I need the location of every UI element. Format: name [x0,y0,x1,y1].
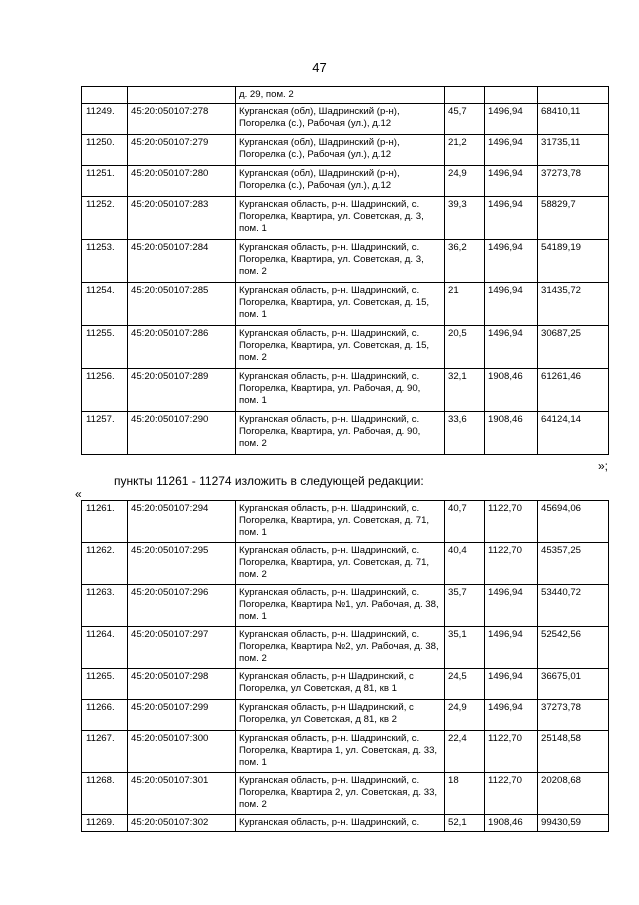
item-number-cell: 11262. [82,543,128,585]
table-row [82,240,609,283]
cadastral-number-cell: 45:20:050107:302 [128,815,236,832]
table-row [82,815,609,832]
cost-cell: 53440,72 [538,585,609,627]
property-table-top [81,86,609,455]
item-number-cell: 11251. [82,166,128,197]
address-cell: Курганская область, р-н. Шадринский, с. [236,815,445,832]
item-number-cell: 11263. [82,585,128,627]
cadastral-number-cell: 45:20:050107:296 [128,585,236,627]
address-cell: Курганская область, р-н. Шадринский, с. Погорелка, Квартира, ул. Советская, д. 71, пом. 2 [236,543,445,585]
area-cell: 24,9 [445,700,485,731]
rate-cell: 1496,94 [485,669,538,700]
cadastral-number-cell: 45:20:050107:283 [128,197,236,240]
address-cell: Курганская область, р-н. Шадринский, с. Погорелка, Квартира, ул. Рабочая, д. 90, пом. 1 [236,369,445,412]
table-row [82,283,609,326]
amendment-instruction: пункты 11261 - 11274 изложить в следующей редакции: [114,474,424,488]
rate-cell: 1496,94 [485,326,538,369]
item-number-cell: 11250. [82,135,128,166]
cost-cell: 61261,46 [538,369,609,412]
item-number-cell: 11269. [82,815,128,832]
closing-quote: »; [597,459,608,473]
rate-cell: 1908,46 [485,815,538,832]
cost-cell: 36675,01 [538,669,609,700]
cost-cell: 99430,59 [538,815,609,832]
opening-quote: « [75,487,82,501]
item-number-cell: 11268. [82,773,128,815]
table-row [82,585,609,627]
area-cell: 21,2 [445,135,485,166]
cost-cell: 31435,72 [538,283,609,326]
area-cell: 24,9 [445,166,485,197]
item-number-cell: 11267. [82,731,128,773]
cost-cell: 52542,56 [538,627,609,669]
area-cell [445,87,485,104]
rate-cell: 1496,94 [485,166,538,197]
rate-cell: 1496,94 [485,135,538,166]
cadastral-number-cell: 45:20:050107:298 [128,669,236,700]
cadastral-number-cell [128,87,236,104]
cadastral-number-cell: 45:20:050107:284 [128,240,236,283]
table-row [82,731,609,773]
rate-cell: 1496,94 [485,197,538,240]
cadastral-number-cell: 45:20:050107:290 [128,412,236,455]
item-number-cell: 11252. [82,197,128,240]
cadastral-number-cell: 45:20:050107:297 [128,627,236,669]
cost-cell: 25148,58 [538,731,609,773]
cost-cell: 58829,7 [538,197,609,240]
cost-cell: 54189,19 [538,240,609,283]
cost-cell: 20208,68 [538,773,609,815]
area-cell: 45,7 [445,104,485,135]
rate-cell [485,87,538,104]
area-cell: 39,3 [445,197,485,240]
table-row [82,627,609,669]
table-row [82,412,609,455]
table-row [82,501,609,543]
cadastral-number-cell: 45:20:050107:285 [128,283,236,326]
area-cell: 35,7 [445,585,485,627]
area-cell: 52,1 [445,815,485,832]
table-row [82,773,609,815]
cadastral-number-cell: 45:20:050107:301 [128,773,236,815]
rate-cell: 1908,46 [485,369,538,412]
area-cell: 35,1 [445,627,485,669]
item-number-cell: 11249. [82,104,128,135]
rate-cell: 1122,70 [485,543,538,585]
rate-cell: 1496,94 [485,627,538,669]
rate-cell: 1496,94 [485,700,538,731]
address-cell: Курганская область, р-н. Шадринский, с. Погорелка, Квартира №2, ул. Рабочая, д. 38, пом. 2 [236,627,445,669]
area-cell: 36,2 [445,240,485,283]
cost-cell [538,87,609,104]
address-cell: Курганская область, р-н. Шадринский, с. Погорелка, Квартира, ул. Советская, д. 3, пом. 2 [236,240,445,283]
table-row [82,197,609,240]
cadastral-number-cell: 45:20:050107:286 [128,326,236,369]
cadastral-number-cell: 45:20:050107:289 [128,369,236,412]
cost-cell: 45694,06 [538,501,609,543]
address-cell: Курганская область, р-н. Шадринский, с. Погорелка, Квартира 2, ул. Советская, д. 33, пом. 2 [236,773,445,815]
item-number-cell: 11255. [82,326,128,369]
item-number-cell: 11254. [82,283,128,326]
cost-cell: 64124,14 [538,412,609,455]
address-cell: д. 29, пом. 2 [236,87,445,104]
address-cell: Курганская область, р-н. Шадринский, с. Погорелка, Квартира, ул. Советская, д. 3, пом. 1 [236,197,445,240]
property-table-bottom [81,500,609,832]
area-cell: 33,6 [445,412,485,455]
table-row [82,369,609,412]
item-number-cell: 11264. [82,627,128,669]
rate-cell: 1496,94 [485,585,538,627]
address-cell: Курганская область, р-н. Шадринский, с. Погорелка, Квартира, ул. Советская, д. 71, пом. 1 [236,501,445,543]
cadastral-number-cell: 45:20:050107:280 [128,166,236,197]
address-cell: Курганская область, р-н Шадринский, с Погорелка, ул Советская, д 81, кв 1 [236,669,445,700]
address-cell: Курганская область, р-н. Шадринский, с. Погорелка, Квартира, ул. Рабочая, д. 90, пом. 2 [236,412,445,455]
cost-cell: 37273,78 [538,700,609,731]
table-row [82,669,609,700]
cadastral-number-cell: 45:20:050107:294 [128,501,236,543]
page-number: 47 [312,60,327,75]
cost-cell: 30687,25 [538,326,609,369]
cadastral-number-cell: 45:20:050107:299 [128,700,236,731]
area-cell: 24,5 [445,669,485,700]
cost-cell: 68410,11 [538,104,609,135]
rate-cell: 1496,94 [485,240,538,283]
rate-cell: 1122,70 [485,501,538,543]
table-row [82,135,609,166]
item-number-cell: 11265. [82,669,128,700]
address-cell: Курганская область, р-н. Шадринский, с. Погорелка, Квартира 1, ул. Советская, д. 33, пом. 1 [236,731,445,773]
rate-cell: 1908,46 [485,412,538,455]
item-number-cell: 11257. [82,412,128,455]
area-cell: 40,7 [445,501,485,543]
item-number-cell: 11253. [82,240,128,283]
address-cell: Курганская (обл), Шадринский (р-н), Погорелка (с.), Рабочая (ул.), д.12 [236,135,445,166]
item-number-cell: 11256. [82,369,128,412]
address-cell: Курганская (обл), Шадринский (р-н), Погорелка (с.), Рабочая (ул.), д.12 [236,104,445,135]
cost-cell: 45357,25 [538,543,609,585]
address-cell: Курганская (обл), Шадринский (р-н), Погорелка (с.), Рабочая (ул.), д.12 [236,166,445,197]
area-cell: 20,5 [445,326,485,369]
address-cell: Курганская область, р-н. Шадринский, с. Погорелка, Квартира, ул. Советская, д. 15, пом. 2 [236,326,445,369]
table-row [82,326,609,369]
cadastral-number-cell: 45:20:050107:278 [128,104,236,135]
item-number-cell [82,87,128,104]
address-cell: Курганская область, р-н. Шадринский, с. Погорелка, Квартира №1, ул. Рабочая, д. 38, пом. 1 [236,585,445,627]
address-cell: Курганская область, р-н Шадринский, с Погорелка, ул Советская, д 81, кв 2 [236,700,445,731]
table-row [82,87,609,104]
cost-cell: 31735,11 [538,135,609,166]
table-row [82,700,609,731]
rate-cell: 1496,94 [485,104,538,135]
item-number-cell: 11261. [82,501,128,543]
address-cell: Курганская область, р-н. Шадринский, с. Погорелка, Квартира, ул. Советская, д. 15, пом. 1 [236,283,445,326]
cadastral-number-cell: 45:20:050107:279 [128,135,236,166]
area-cell: 22,4 [445,731,485,773]
area-cell: 18 [445,773,485,815]
table-row [82,104,609,135]
table-row [82,166,609,197]
rate-cell: 1122,70 [485,731,538,773]
area-cell: 40,4 [445,543,485,585]
cost-cell: 37273,78 [538,166,609,197]
cadastral-number-cell: 45:20:050107:300 [128,731,236,773]
rate-cell: 1496,94 [485,283,538,326]
table-row [82,543,609,585]
area-cell: 21 [445,283,485,326]
cadastral-number-cell: 45:20:050107:295 [128,543,236,585]
item-number-cell: 11266. [82,700,128,731]
area-cell: 32,1 [445,369,485,412]
rate-cell: 1122,70 [485,773,538,815]
